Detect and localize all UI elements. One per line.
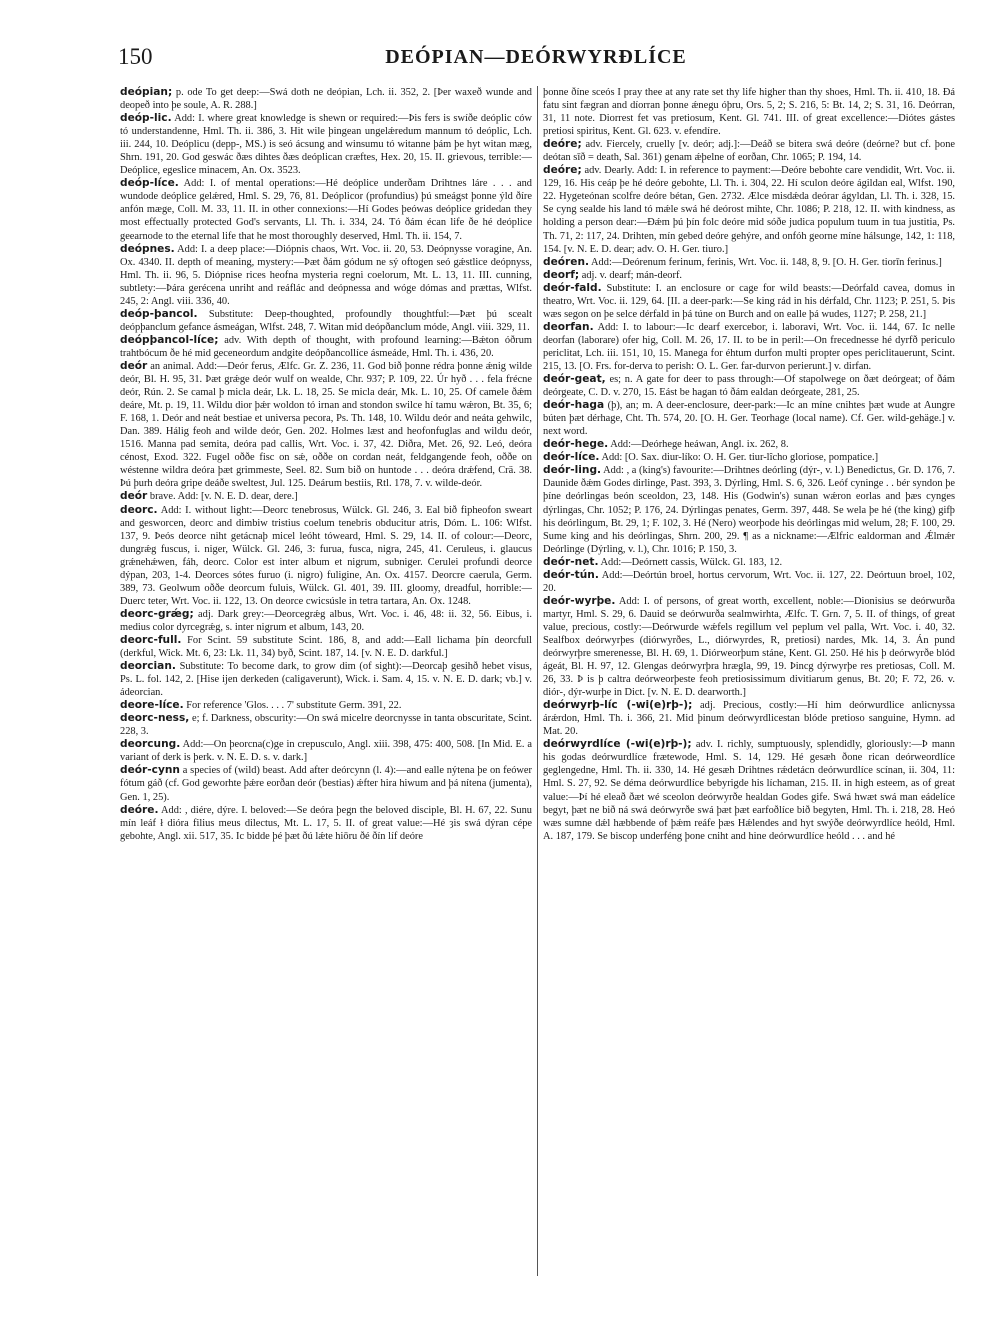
entry-text: þonne ðíne sceós I pray thee at any rate set thy life higher than thy shoes, Hml. Th. ii. 410, 18. Ðá fatu sint fægran and díorran þonne ǽnegu óþru, Ors. 5, 2; S. 216, 5: Bt. 14, 2; S. 31, 16. Deórran, 31, 11 note. Diorrest fet vas pretiosum, Kent. Gl. 741. III. of great excellence:—Diótes gástes pretiosi spiritus, Kent. Gl. 623. v. efendíre. <box>543 87 955 138</box>
entry-text: Add: I. of persons, of great worth, excellent, noble:—Dionisius se deórwurða martyr, Hml. S. 29, 6. Dauid se deórwurða sealmwirhta, Ælfc. T. Grn. 7, 5. II. of things, of great value, precious, costly:—Deórwurde wǽfels regillum vel peplum vel palla, Wrt. Voc. i. 40, 32. Sealfbox deórwyrþes (diórwyrðes, L., diórwyrdes, R, pretiosi) nardes, Mk. 14, 3. Án pund deórwyrþre smerenesse, Bl. H. 69, 1. Diórweorþum stáne, Kent. Gl. 250. Hé his þ deórwyrðe blód ágeát, Bl. H. 97, 12. Glengas deórwyrþra hrægla, 99, 19. Þincg dýrwyrþe res pretiosas, Coll. M. 26, 33. Þ is þ caltra deórweorþeste feoh pretiosissimum divitiarum genus, Bt. 20; F. 72, 26. v. diór-, dýr-wurþe in Dict. [v. N. E. D. dearworth.] <box>543 595 955 699</box>
entry-text: Add: I. without light:—Deorc tenebrosus, Wülck. Gl. 246, 3. Eal bið fipheofon sweart and gesworcen, deorc and dimbiw tristius coelum tenebris obducitur atris, Dóm. L. 106: Wlfst. 137, 9. Þeós deorce niht getácnaþ micel leóht tóweard, Hml. S. 29, 14. II. of colour:—Deorc, dungrǽg fuscus, i. niger, Wülck. Gl. 246, 3: furua, fusca, nigra, 245, 41. Ceruleus, i. glaucus grǽnehǽwen, fáh, deorc. Color est inter album et nigrum, subniger. Cerulei profundi deorce dýpan, 203, 1-4. Deorces sótes furuo (i. nigro) fuligine, An. Ox. 4157. Deorcre caerula, Germ. 389, 73. Geolwum oððe deorcum fuluis, Wülck. Gl. 401, 39. III. gloomy, dreadful, horrible:—Duerc teter, Wrt. Voc. ii. 122, 13. On deorce cwicsúsle in tetra tartara, An. Ox. 1248. <box>120 504 532 607</box>
entry-headword: deore-líce. <box>120 699 184 712</box>
entry-text: Substitute: Deep-thoughted, profoundly thoughtful:—Þæt þú scealt deópþanclum gefance ásmeágan, Wlfst. 248, 7. Witan mid deópðanclum móde, Angl. viii. 329, 11. <box>120 308 532 333</box>
entry-text: adv. Fiercely, cruelly [v. deór; adj.]:—Deáð se bitera swá deóre (deórne? but cf. þone deótan sīð = death, Sal. 361) genam ǽþelne of eorðan, Chr. 1065; P. 194, 14. <box>543 139 955 164</box>
dictionary-entry <box>120 699 532 712</box>
dictionary-entry <box>543 373 955 399</box>
entry-headword: deópþancol-líce; <box>120 333 219 346</box>
dictionary-entry <box>120 804 532 843</box>
entry-headword: deór <box>120 359 148 372</box>
dictionary-entry <box>543 451 955 464</box>
running-head: DEÓPIAN—DEÓRWYRÐLÍCE <box>385 46 687 68</box>
entry-text: For Scint. 59 substitute Scint. 186, 8, and add:—Eall lichama þín deorcfull (derkful, Wick. Mt. 6, 23: Lk. 11, 34) byð, Scint. 187, 14. [v. N. E. D. darkful.] <box>120 634 532 660</box>
entry-text: adj. v. dearf; mán-deorf. <box>579 269 683 281</box>
entry-headword: deór-net. <box>543 555 599 568</box>
right-column <box>543 86 955 1276</box>
page-header <box>118 44 954 78</box>
dictionary-entry <box>543 569 955 595</box>
dictionary-entry <box>543 256 955 269</box>
entry-headword: deóre; <box>543 138 582 151</box>
dictionary-entry <box>120 243 532 308</box>
entry-headword: deópian; <box>120 86 173 98</box>
dictionary-entry <box>543 595 955 699</box>
dictionary-entry <box>543 438 955 451</box>
entry-text: adv. I. richly, sumptuously, splendidly, gloriously:—Þ mann his godas deórwurdlíce frætewode, Hml. S. 14, 129. Hé gesæh ðone rican deórweordlíce geglengedne, Hml. Th. ii. 330, 14. Hé gesæh Drihtnes rǽdetácn deórwurdlíce scínan, ii. 304, 11: Hml. S. 27, 92. Se déma deórwurdlíce bebyrigde his líchaman, 215. II. in high esteem, as of great value:—Þí hé eleað ðæt wé sceolon deórwyrðe healdan Godes gife. Swá hwæt swá man eádelíce begyt, þæt ne bið ná swá deórwyrðe swá þæt þæt earfoðlíce bið begyten, Hml. Th. i. 218, 28. Heó wæs sumne dǽl hæbbende of þǽm reáfe þæs Hǽlendes and hyt swýðe deórwyrdlíce heóld, Hml. A. 187, 179. Se biscop underféng þone cniht and hine deórwurdlíce heóld . . . and hé <box>543 739 955 842</box>
entry-headword: deorf; <box>543 268 580 281</box>
dictionary-entry <box>120 608 532 634</box>
entry-text: brave. Add: [v. N. E. D. dear, dere.] <box>147 491 298 503</box>
entry-headword: deorc-grǽg; <box>120 607 194 620</box>
entry-headword: deorc-full. <box>120 633 182 646</box>
dictionary-entry <box>543 269 955 282</box>
entry-text: a species of (wild) beast. Add after deórcynn (l. 4):—and ealle nýtena þe on feówer fótum gáð (cf. God geworhte þǽre eorðan deór (bestias) ǽfter hira hiwum and þá nítena (jumenta), Gen. 1, 25). <box>120 765 532 803</box>
entry-text: Add: I. where great knowledge is shewn or required:—Þis fers is swíðe deóplic ców tó understandenne, Hml. Th. ii. 386, 3. Hit wile þingean ungelǽredum mannum tó deóplic, Lch. iii. 244, 10. Deóplicu (depp-, MS.) is seó ácsung and winsumu tó witanne þám þe hyt witan mæg, Shrn. 191, 20. God geswác ðæs dihtes ðæs deóplican cræftes, Hex. 20, 15. II. grievous, terrible:—Deóplice, egeslice minacem, An. Ox. 3523. <box>120 113 532 177</box>
entry-text: adv. With depth of thought, with profound learning:—Bǽton óðrum trahtbócum ðe hé mid geceneordum andgite deópðancollíce ásmeáde, Hml. Th. i. 436, 20. <box>120 334 532 359</box>
entry-text: Add:—On þeorcna(c)ge in crepusculo, Angl. xiii. 398, 475: 400, 508. [In Mid. E. a variant of derk is þerk. v. N. E. D. s. v. dark.] <box>120 739 532 764</box>
entry-text: adj. Precious, costly:—Hí him deórwurdlice anlicnyssa árǽrdon, Hml. Th. i. 366, 21. Mid þinum deórwyrdlicestan blóde pretioso sanguine, Hymn. ad Mat. 20. <box>543 700 955 738</box>
entry-text: Add: , diére, dýre. I. beloved:—Se deóra þegn the beloved disciple, Bl. H. 67, 22. Sunu mín leáf ł dióra filius meus dilectus, Mt. L. 17, 5. II. of great value:—Hé ȝis swá dýran cépe gebohte, Angl. xii. 517, 35. Ic bidde þé þæt ðú lǽte hiōru ðé ðín líf deóre <box>120 804 532 842</box>
dictionary-entry <box>120 86 532 112</box>
dictionary-entry <box>543 86 955 138</box>
entry-text: Add: [O. Sax. diur-líko: O. H. Ger. tiur-lîcho gloriose, pompatice.] <box>599 452 879 464</box>
entry-text: Add:—Deórtún broel, hortus cervorum, Wrt. Voc. ii. 127, 22. Deórtuun broel, 102, 20. <box>543 569 955 594</box>
dictionary-entry <box>120 308 532 334</box>
entry-headword: deór <box>120 490 148 503</box>
column-divider <box>537 86 538 1276</box>
dictionary-entry <box>120 490 532 503</box>
entry-text: e; f. Darkness, obscurity:—On swá micelre deorcnysse in tanta obscuritate, Scint. 228, 3. <box>120 713 532 738</box>
dictionary-entry <box>543 464 955 555</box>
dictionary-entry <box>543 738 955 842</box>
entry-headword: deorfan. <box>543 320 594 333</box>
dictionary-entry <box>120 504 532 608</box>
entry-headword: deór-haga <box>543 399 605 412</box>
entry-text: For reference 'Glos. . . . 7' substitute Germ. 391, 22. <box>183 700 402 712</box>
entry-text: Add: I. of mental operations:—Hé deóplice underðam Drihtnes láre . . . and wundode deóplice gelǽred, Hml. S. 29, 76, 81. Deóplicor (profundius) þú smeágst þonne ýld ðíre anfón mæge, Coll. M. 33, 11. II. in other connexions:—Hí Godes þeówas deóplice gridedan they most effectually protected God's servants, Ll. Th. i. 334, 24. Tó ðám écan life ðe hé deóplice geearnode to the eternal life that he most thoroughly deserved, Hml. Th. ii. 154, 7. <box>120 178 532 242</box>
dictionary-entry <box>543 321 955 373</box>
entry-headword: deór-wyrþe. <box>543 594 616 607</box>
dictionary-entry <box>120 712 532 738</box>
entry-headword: deórwyrþ-líc (-wi(e)rþ-); <box>543 699 693 712</box>
entry-text: p. ode To get deep:—Swá doth ne deópian, Lch. ii. 352, 2. [Þer waxeð wunde and deopeð into þe soule, A. R. 288.] <box>120 87 532 112</box>
entry-text: es; n. A gate for deer to pass through:—Of stapolwege on ðæt deórgeat; of ðám deórgeate, C. D. v. 270, 15. Eást be hagan tó ðám ealdan deórgeate, 281, 25. <box>543 374 955 399</box>
entry-headword: deór-ling. <box>543 464 602 477</box>
dictionary-entry <box>120 738 532 764</box>
dictionary-entry <box>543 282 955 321</box>
entry-headword: deór-fald. <box>543 281 602 294</box>
entry-headword: deóre. <box>120 803 159 816</box>
entry-headword: deóp-líce. <box>120 177 179 190</box>
entry-headword: deorc-ness, <box>120 712 190 725</box>
entry-headword: deórwyrdlíce (-wi(e)rþ-); <box>543 738 692 751</box>
entry-text: (þ), an; m. A deer-enclosure, deer-park:—Ic an míne cnihtes þæt wude at Aungre búten þæt dérhage, Cht. Th. 574, 20. [O. H. Ger. Teorhage (local name). Cf. Ger. wild-gehäge.] v. next word. <box>543 400 955 438</box>
dictionary-entry <box>543 556 955 569</box>
left-column <box>120 86 532 1276</box>
dictionary-entry <box>543 138 955 164</box>
entry-text: adv. Dearly. Add: I. in reference to payment:—Deóre bebohte care vendidit, Wrt. Voc. ii. 129, 16. His ceáp þe hé deóre gebohte, Ll. Th. i. 304, 22. Hí sculon deóre ágildan eal, Wlfst. 190, 22. Hygeteónan scolfre deóre bétan, Gen. 2732. Ælce misdǽda deórar ágyldan, Ll. Th. i. 328, 15. Se cyng sealde his land tó mǽle swá hé deórost mihte, Chr. 1086; P. 218, 12. II. with kindness, as holding a person dear:—Ðǽm þú þín folc deóre mid sóðe judica populum tuum in tua justitia, Ps. Th. 71, 2: 117, 24. Drihten, mín gebed deóre gehýre, and onfóh georne míne hálsunge, 142, 1: 118, 154. [v. N. E. D. dear; adv. O. H. Ger. tiuro.] <box>543 165 955 255</box>
entry-headword: deór-hege. <box>543 438 609 451</box>
dictionary-entry <box>120 660 532 699</box>
dictionary-entry <box>120 360 532 490</box>
dictionary-entry <box>120 334 532 360</box>
dictionary-entry <box>120 177 532 242</box>
entry-text: Add:—Deórenum ferinum, ferinis, Wrt. Voc. ii. 148, 8, 9. [O. H. Ger. tiorīn ferinus.] <box>589 256 942 268</box>
dictionary-entry <box>543 164 955 255</box>
entry-text: Substitute: I. an enclosure or cage for wild beasts:—Deórfald cavea, domus in theatro, Wrt. Voc. ii. 129, 64. [II. a deer-park:—Se king rád in his dérfald, Chr. 1123; P. 251, 5. Þis wæs segon on þe selce dérfald in þá túne on Burch and on ealle þá wudes, 1127; P. 258, 21.] <box>543 282 955 320</box>
entry-text: Substitute: To become dark, to grow dim (of sight):—Deorcaþ gesihð hebet visus, Ps. L. fol. 142, 2. [Hise ijen derkeden (caligaverunt), Wick. i. Sam. 4, 15. v. N. E. D. dark; vb.] v. ádeorcian. <box>120 661 532 699</box>
entry-headword: deór-cynn <box>120 764 180 777</box>
entry-text: Add: I. to labour:—Ic dearf exercebor, i. laboravi, Wrt. Voc. ii. 144, 67. Ic nelle deorfan (laborare) ofer hig, Coll. M. 26, 17. II. to be in peril:—On frecednesse hé dyrfð periculo periclitat, Lch. iii. 151, 10, 15. Manega for éhtum durfon multi propter opes periclitauerunt, Scint. 215, 13. [O. Frs. for-derva to perish: O. L. Ger. far-durvon perierunt.] v. dirfan. <box>543 321 955 372</box>
entry-headword: deór-geat, <box>543 373 606 386</box>
entry-headword: deóp-þancol. <box>120 307 198 320</box>
entry-headword: deorc. <box>120 503 158 516</box>
entry-text: Add:—Deórhege heáwan, Angl. ix. 262, 8. <box>608 439 789 451</box>
page-number: 150 <box>118 44 153 69</box>
entry-text: Add:—Deórnett cassis, Wülck. Gl. 183, 12. <box>598 556 783 568</box>
dictionary-entry <box>543 399 955 438</box>
entry-headword: deópnes. <box>120 242 175 255</box>
dictionary-entry <box>120 112 532 177</box>
dictionary-entry <box>120 634 532 660</box>
entry-text: Add: , a (king's) favourite:—Drihtnes deórling (dýr-, v. l.) Benedictus, Gr. D. 176, 7. Daunide ðǽm Godes dirlinge, Past. 393, 3. Dýrling, Hml. S. 6, 326. Leóf cyninge . . bér syndon þe þíne deórlingas beón sceoldon, 23, 148. His (Godwin's) sunan wǽron eorlas and þæs cynges dýrlingas, Chr. 1052; P. 176, 24. Dýrlingas penates, Germ. 397, 448. Se wela þe hé (the king) gifþ his deórlingum, Bt. 29, 1; F. 102, 3. Hé (Nero) weorþode his deórlingas mid welum, 28; F. 100, 29. Sume king and his deórlingas, Shrn. 200, 29. ¶ as a nickname:—Ælfric ealdorman and Ǽlmǽr Deórlinge (Dýrling, v. l.), Chr. 1016; P. 150, 3. <box>543 465 955 555</box>
entry-text: Add: I. a deep place:—Diópnis chaos, Wrt. Voc. ii. 20, 53. Deópnysse voragine, An. Ox. 4340. II. depth of meaning, mystery:—Þæt ðám gódum ne sý oftogen seó gǽstlice deópnyss, Hml. Th. ii. 96, 5. Diópnise rices heofna mysteria regni coelorum, Mt. L. 13, 11. III. cunning, subtlety:—Þára gerécena unriht and reáflác and deópnessa and wóge dómas and prættas, Wlfst. 245, 2: Angl. viii. 336, 40. <box>120 243 532 307</box>
entry-text: adj. Dark grey:—Deorcegrǽg albus, Wrt. Voc. i. 46, 48: ii. 32, 56. Eibus, i. medius color dyrcegrǽg, s. inter nigrum et album, 143, 20. <box>120 608 532 633</box>
entry-headword: deorcung. <box>120 738 181 751</box>
entry-headword: deór-líce. <box>543 451 600 464</box>
entry-headword: deorcian. <box>120 660 176 673</box>
entry-headword: deóren. <box>543 255 590 268</box>
entry-headword: deóp-lic. <box>120 112 172 125</box>
entry-headword: deór-tún. <box>543 568 599 581</box>
entry-headword: deóre; <box>543 164 582 177</box>
dictionary-entry <box>120 764 532 803</box>
dictionary-entry <box>543 699 955 738</box>
entry-text: an animal. Add:—Deór ferus, Ælfc. Gr. Z. 236, 11. God bið þonne rédra þonne ǽnig wilde deór, Bl. H. 95, 31. Þæt grǽge deór wulf on wealde, Chr. 937; P. 109, 22. Úr hyð . . . fela frécne deór, Rún. 2. Se camal þ micla deár, Lk. L. 18, 25. Se micla deár, Mk. L. 10, 25. Of camele ðǽm deáre, Mt. p. 19, 11. Wildu dior þǽr woldon tó irnan and stondon swilce hí tamu wǽron, Bt. 35, 6; F. 168, 1. Deór and neát bestiae et universa pecora, Ps. Th. 148, 10. Wildu deór and neáta gehwilc, Dan. 389. Hálig feoh and wilde deór, Gen. 202. Holmes læst and heofonfuglas and wildu deór, 1516. Manna pad semita, deóra pad callis, Wrt. Voc. i. 37, 42. Diðra, Met. 26, 92. Leó, deóra cénost, Exod. 322. Fugel oððe fisc on sǽ, oððe on cordan neát, feldgangende feoh, oððe on wéstenne wildra deóra þæt grimmeste, Seel. 82. Sum bið on huntode . . . deóra drǽfend, Crä. 38. Þú þurh deóra gripe deáðe sweltest, Jul. 125. Deárum bestiis, Rtl. 178, 7. v. wilde-deór. <box>120 360 532 490</box>
